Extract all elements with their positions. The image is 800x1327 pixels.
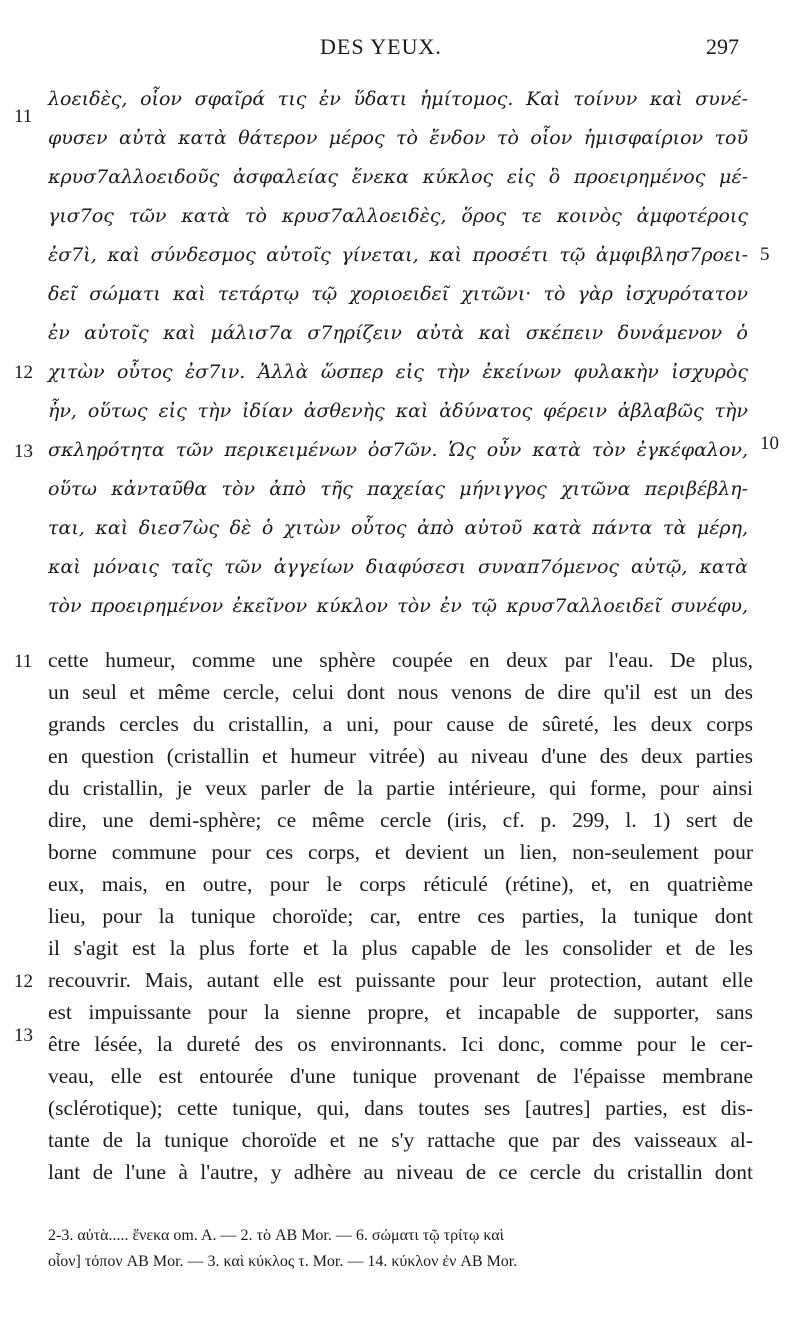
greek-line: φυσεν αὐτὰ κατὰ θάτερον μέρος τὸ ἔνδον τὸ οἷον ἡμισφαίριον τοῦ [48, 127, 748, 149]
french-margin-line-number: 12 [14, 971, 33, 992]
greek-line: οὕτω κἀνταῦθα τὸν ἀπὸ τῆς παχείας μήνιγγος χιτῶνα περιβέβλη- [48, 478, 748, 500]
greek-margin-verse-number: 5 [760, 244, 770, 265]
greek-line: σκληρότητα τῶν περικειμένων ὀσ7ῶν. Ὡς οὖν κατὰ τὸν ἐγκέφαλον, [48, 439, 748, 461]
greek-line: τὸν προειρημένον ἐκεῖνον κύκλον τὸν ἐν τῷ κρυσ7αλλοειδεῖ συνέφυ, [48, 595, 748, 617]
greek-line: λοειδὲς, οἷον σφαῖρά τις ἐν ὕδατι ἡμίτομος. Καὶ τοίνυν καὶ συνέ- [48, 88, 748, 110]
french-line: recouvrir. Mais, autant elle est puissante pour leur protection, autant elle [48, 968, 753, 992]
footnote-line: οἷον] τόπον AB Mor. — 3. καὶ κύκλος τ. Mor. — 14. κύκλον ἐν AB Mor. [48, 1253, 518, 1270]
french-margin-line-number: 13 [14, 1025, 33, 1046]
french-line: (sclérotique); cette tunique, qui, dans toutes ses [autres] parties, est dis- [48, 1096, 753, 1120]
french-line: un seul et même cercle, celui dont nous venons de dire qu'il est un des [48, 680, 753, 704]
greek-margin-line-number: 12 [14, 362, 33, 383]
french-line: veau, elle est entourée d'une tunique provenant de l'épaisse membrane [48, 1064, 753, 1088]
french-line: lant de l'une à l'autre, y adhère au niveau de ce cercle du cristallin dont [48, 1160, 753, 1184]
greek-line: γισ7ος τῶν κατὰ τὸ κρυσ7αλλοειδὲς, ὅρος τε κοινὸς ἀμφοτέροις [48, 205, 748, 227]
greek-line: ται, καὶ διεσ7ὼς δὲ ὁ χιτὼν οὗτος ἀπὸ αὐτοῦ κατὰ πάντα τὰ μέρη, [48, 517, 748, 539]
french-line: est impuissante pour la sienne propre, et incapable de supporter, sans [48, 1000, 753, 1024]
greek-line: χιτὼν οὗτος ἐσ7ιν. Ἀλλὰ ὥσπερ εἰς τὴν ἐκείνων φυλακὴν ἰσχυρὸς [48, 361, 748, 383]
french-line: dire, une demi-sphère; ce même cercle (iris, cf. p. 299, l. 1) sert de [48, 808, 753, 832]
footnote-line: 2-3. αὐτὰ..... ἕνεκα om. A. — 2. τὸ AB Mor. — 6. σώματι τῷ τρίτῳ καὶ [48, 1227, 504, 1244]
french-margin-line-number: 11 [14, 651, 33, 672]
french-line: lieu, pour la tunique choroïde; car, entre ces parties, la tunique dont [48, 904, 753, 928]
page-number: 297 [706, 34, 739, 59]
greek-margin-line-number: 11 [14, 106, 33, 127]
french-line: cette humeur, comme une sphère coupée en deux par l'eau. De plus, [48, 648, 753, 672]
french-line: borne commune pour ces corps, et devient un lien, non-seulement pour [48, 840, 753, 864]
greek-margin-verse-number: 10 [760, 433, 779, 454]
french-line: il s'agit est la plus forte et la plus capable de les consolider et de les [48, 936, 753, 960]
greek-line: ἐσ7ὶ, καὶ σύνδεσμος αὐτοῖς γίνεται, καὶ προσέτι τῷ ἀμφιβλησ7ροει- [48, 244, 748, 266]
greek-line: ἐν αὐτοῖς καὶ μάλισ7α σ7ηρίζειν αὐτὰ καὶ σκέπειν δυνάμενον ὁ [48, 322, 748, 344]
french-line: tante de la tunique choroïde et ne s'y rattache que par des vaisseaux al- [48, 1128, 753, 1152]
greek-margin-line-number: 13 [14, 441, 33, 462]
greek-line: δεῖ σώματι καὶ τετάρτῳ τῷ χοριοειδεῖ χιτῶνι· τὸ γὰρ ἰσχυρότατον [48, 283, 748, 305]
greek-line: ἦν, οὕτως εἰς τὴν ἰδίαν ἀσθενὴς καὶ ἀδύνατος φέρειν ἀβλαβῶς τὴν [48, 400, 748, 422]
french-line: grands cercles du cristallin, a uni, pour cause de sûreté, les deux corps [48, 712, 753, 736]
french-line: être lésée, la dureté des os environnants. Ici donc, comme pour le cer- [48, 1032, 753, 1056]
greek-line: κρυσ7αλλοειδοῦς ἀσφαλείας ἕνεκα κύκλος εἰς ὃ προειρημένος μέ- [48, 166, 748, 188]
french-line: du cristallin, je veux parler de la partie intérieure, qui forme, pour ainsi [48, 776, 753, 800]
running-title: DES YEUX. [320, 34, 442, 59]
french-line: eux, mais, en outre, pour le corps réticulé (rétine), et, en quatrième [48, 872, 753, 896]
french-line: en question (cristallin et humeur vitrée) au niveau d'une des deux parties [48, 744, 753, 768]
greek-line: καὶ μόναις ταῖς τῶν ἀγγείων διαφύσεσι συναπ7όμενος αὐτῷ, κατὰ [48, 556, 748, 578]
page-header [0, 34, 800, 64]
